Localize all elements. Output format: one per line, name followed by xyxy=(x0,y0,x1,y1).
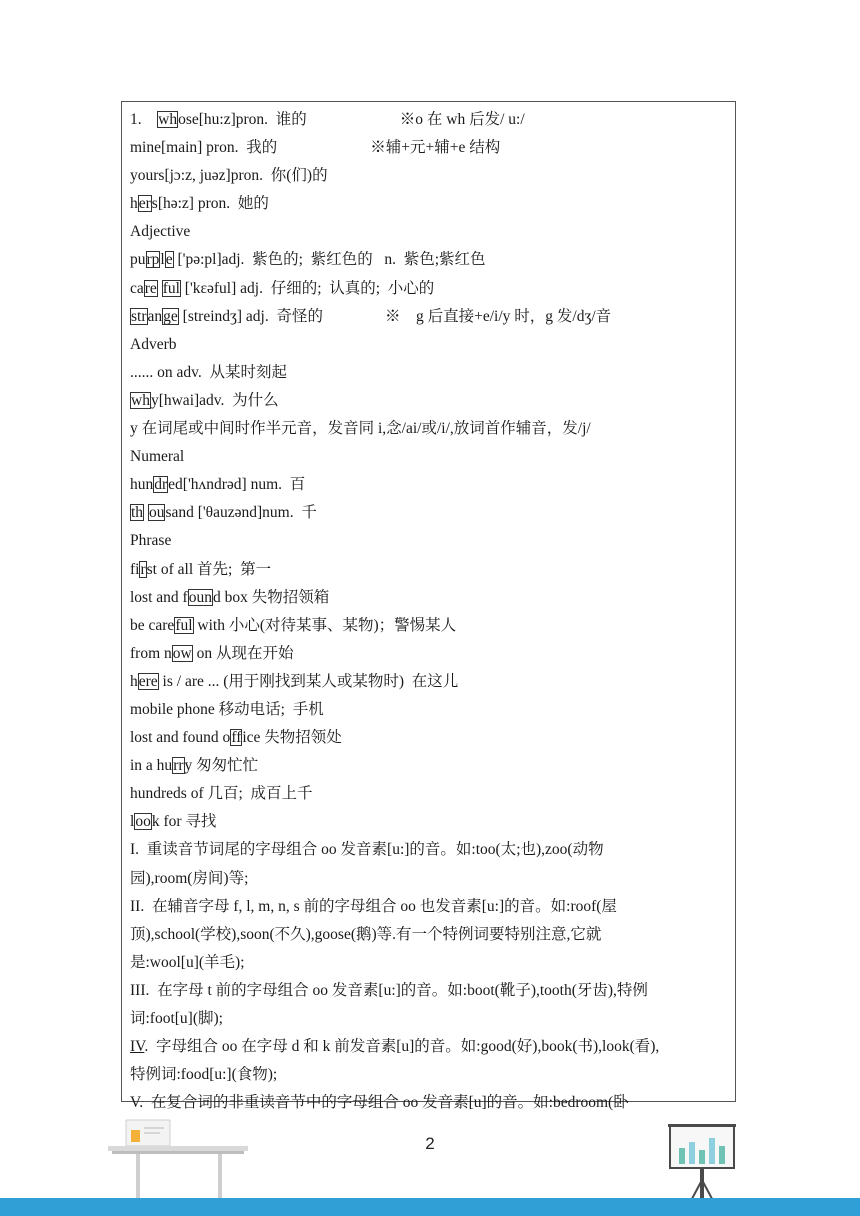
text-segment: . 字母组合 oo 在字母 d 和 k 前发音素[u]的音。如:good(好),book(书),look(看), xyxy=(144,1038,660,1056)
text-line xyxy=(130,387,727,415)
text-segment: l xyxy=(160,251,165,269)
text-segment: 顶),school(学校),soon(不久),goose(鹅)等.有一个特例词要特别注意,它就 xyxy=(130,925,602,943)
text-line xyxy=(130,668,727,696)
text-segment: pu xyxy=(130,251,146,269)
text-segment: k for 寻找 xyxy=(151,813,217,831)
text-line xyxy=(130,162,727,190)
text-segment: IV xyxy=(130,1038,145,1056)
text-segment: ...... on adv. 从某时刻起 xyxy=(130,363,287,381)
text-line xyxy=(130,415,727,443)
text-segment: y 在词尾或中间时作半元音，发音同 i,念/ai/或/i/,放词首作辅音，发/j/ xyxy=(130,420,591,438)
boxed-letters: str xyxy=(131,307,147,325)
text-line xyxy=(130,1033,727,1061)
text-line xyxy=(130,780,727,808)
text-segment: hundreds of 几百; 成百上千 xyxy=(130,785,313,803)
text-segment: sand ['θauzənd]num. 千 xyxy=(165,504,317,522)
boxed-letters: ff xyxy=(231,729,242,747)
boxed-letters: ere xyxy=(138,672,158,690)
text-line xyxy=(130,612,727,640)
bottom-color-bar xyxy=(0,1198,860,1216)
boxed-letters: ge xyxy=(163,307,178,325)
text-segment: Phrase xyxy=(130,532,172,550)
text-line xyxy=(130,443,727,471)
text-line xyxy=(130,106,727,134)
boxed-letters: wh xyxy=(158,111,178,128)
text-line xyxy=(130,359,727,387)
text-line xyxy=(130,527,727,555)
text-segment: Adjective xyxy=(130,223,191,241)
boxed-letters: wh xyxy=(131,391,150,409)
text-segment: lost and f xyxy=(130,588,188,606)
text-line xyxy=(130,752,727,780)
boxed-letters: rp xyxy=(146,251,160,269)
text-line xyxy=(130,808,727,836)
text-line xyxy=(130,275,727,303)
text-segment: 是:wool[u](羊毛); xyxy=(130,953,245,971)
text-segment: ice 失物招领处 xyxy=(242,729,342,747)
text-line xyxy=(130,134,727,162)
text-segment: be care xyxy=(130,616,175,634)
text-segment: on 从现在开始 xyxy=(192,644,294,662)
boxed-letters: ou xyxy=(148,504,165,522)
text-segment: h xyxy=(130,195,138,213)
text-segment: II. 在辅音字母 f, l, m, n, s 前的字母组合 oo 也发音素[u:]的音。如:roof(屋 xyxy=(130,897,617,915)
text-line xyxy=(130,640,727,668)
text-segment: Adverb xyxy=(130,335,177,353)
vocabulary-lines xyxy=(130,106,727,1117)
boxed-letters: rr xyxy=(173,757,184,775)
text-line xyxy=(130,331,727,359)
boxed-letters: ful xyxy=(175,616,193,634)
text-segment: Numeral xyxy=(130,448,185,466)
text-line xyxy=(130,303,727,331)
desk-with-monitor-icon xyxy=(108,1118,250,1198)
text-segment: I. 重读音节词尾的字母组合 oo 发音素[u:]的音。如:too(太;也),zoo(动物 xyxy=(130,841,604,859)
text-segment: y 匆匆忙忙 xyxy=(184,757,259,775)
text-segment: 词:foot[u](脚); xyxy=(130,1010,223,1027)
text-line xyxy=(130,246,727,274)
page-number: 2 xyxy=(425,1134,435,1153)
text-segment: fi xyxy=(130,560,140,578)
text-line xyxy=(130,865,727,893)
text-line xyxy=(130,949,727,977)
text-segment: 1. xyxy=(130,111,158,128)
text-line xyxy=(130,921,727,949)
text-segment: lost and found o xyxy=(130,729,231,747)
text-segment: [streindʒ] adj. 奇怪的 ※ g 后直接+e/i/y 时，g 发/dʒ/音 xyxy=(178,307,612,325)
text-segment: mobile phone 移动电话; 手机 xyxy=(130,700,324,718)
text-segment: s[hə:z] pron. 她的 xyxy=(151,195,269,213)
text-segment: ose[hu:z]pron. 谁的 ※o 在 wh 后发/ u:/ xyxy=(178,111,525,128)
boxed-letters: e xyxy=(165,251,173,269)
boxed-letters: oo xyxy=(135,813,151,831)
boxed-letters: th xyxy=(131,504,144,522)
text-line xyxy=(130,1061,727,1089)
text-segment: in a hu xyxy=(130,757,173,775)
boxed-letters: r xyxy=(140,560,146,578)
text-line xyxy=(130,1005,727,1033)
text-segment: d box 失物招领箱 xyxy=(212,588,330,606)
text-segment: with 小心(对待某事、某物)；警惕某人 xyxy=(193,616,457,634)
text-line xyxy=(130,218,727,246)
boxed-letters: ow xyxy=(172,644,192,662)
vocabulary-table-cell xyxy=(121,101,736,1112)
text-line xyxy=(130,556,727,584)
text-segment: ['pə:pl]adj. 紫色的; 紫红色的 n. 紫色;紫红色 xyxy=(173,251,486,269)
text-line xyxy=(130,499,727,527)
text-line xyxy=(130,190,727,218)
text-segment: ['kɛəful] adj. 仔细的; 认真的; 小心的 xyxy=(180,279,435,297)
text-segment: yours[jɔ:z, juəz]pron. 你(们)的 xyxy=(130,167,328,185)
text-segment: III. 在字母 t 前的字母组合 oo 发音素[u:]的音。如:boot(靴子),tooth(牙齿),特例 xyxy=(130,981,648,999)
text-segment: st of all 首先; 第一 xyxy=(146,560,272,578)
boxed-letters: oun xyxy=(188,588,212,606)
text-segment: 特例词:food[u:](食物); xyxy=(130,1066,278,1084)
boxed-letters: re xyxy=(144,279,157,297)
text-segment: hun xyxy=(130,476,154,494)
text-line xyxy=(130,724,727,752)
text-segment: mine[main] pron. 我的 ※辅+元+辅+e 结构 xyxy=(130,139,501,157)
boxed-letters: er xyxy=(138,195,151,213)
text-line xyxy=(130,1089,727,1117)
text-line xyxy=(130,696,727,724)
boxed-letters: ful xyxy=(162,279,180,297)
text-segment: V. 在复合词的非重读音节中的字母组合 oo 发音素[u]的音。如:bedroom(卧 xyxy=(130,1094,629,1112)
text-segment: ed['hʌndrəd] num. 百 xyxy=(168,476,306,494)
text-line xyxy=(130,836,727,864)
text-segment: is / are ... (用于刚找到某人或某物时) 在这儿 xyxy=(158,672,459,690)
text-segment: 园),room(房间)等; xyxy=(130,869,249,887)
text-segment: h xyxy=(130,672,138,690)
text-line xyxy=(130,584,727,612)
text-segment: l xyxy=(130,813,135,831)
text-segment: y[hwai]adv. 为什么 xyxy=(150,391,279,409)
text-segment: from n xyxy=(130,644,172,662)
text-line xyxy=(130,893,727,921)
boxed-letters: dr xyxy=(154,476,168,494)
text-line xyxy=(130,977,727,1005)
text-segment: an xyxy=(147,307,163,325)
text-segment: ca xyxy=(130,279,144,297)
text-line xyxy=(130,471,727,499)
